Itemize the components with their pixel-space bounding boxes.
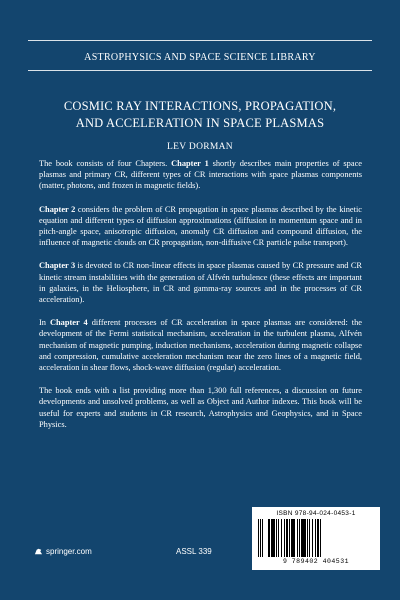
blurb [39,158,362,442]
book-title [30,98,370,132]
barcode-number: 9 789402 404531 [282,558,349,565]
publisher-link[interactable] [34,547,92,556]
barcode-stripe [321,519,322,557]
publisher-url: springer.com [46,547,92,556]
author-name: LEV DORMAN [167,142,233,152]
p1-chapter: Chapter 1 [171,159,209,168]
isbn-label: ISBN 978-94-024-0453-1 [276,510,356,517]
p2-text: considers the problem of CR propagation in space plasmas described by the kinetic equation and different types of diffusion approximations (diffusion in momentum space and in pitch-angle space, anisotropic diffusion, anomaly CR diffusion and compound diffusion, the influence of magnetic clouds on CR propagation, non-diffusive CR particle pulse transport). [39,204,362,248]
paragraph-3 [39,260,362,305]
p4-chapter: Chapter 4 [49,318,88,328]
p1-text: The book consists of four Chapters. [39,159,172,168]
p4-text: In [39,318,50,328]
paragraph-1 [39,158,362,192]
barcode-box [252,507,380,570]
p3-text: is devoted to CR non-linear effects in space plasmas caused by CR pressure and CR kinetic stream instabilities with the generation of Alfvén turbulence (these effects are important in galaxies, in the Heliosphere, in CR and gamma-ray sources and in the processes of CR acceleration). [39,261,362,305]
paragraph-4 [39,317,362,373]
p1-text-2: shortly describes main properties of space plasmas and primary CR, different types of CR interactions with space plasmas components (matter, photons, and frozen in magnetic fields). [39,159,363,191]
barcode-bars [258,519,374,557]
springer-horse-icon [34,547,43,556]
top-rule [28,40,372,41]
p4-text-2: different processes of CR acceleration in space plasmas are considered: the development of the Fermi statistical mechanism, acceleration in the turbulent plasma, Alfvén mechanism of magnetic pumping, induction mechanisms, acceleration during magnetic collapse and compression, cumulative acceleration mechanism near the zero lines of a magnetic field, acceleration in shear flows, shock-wave diffusion (regular) acceleration. [39,318,362,373]
paragraph-5: The book ends with a list providing more than 1,300 full references, a discussion on future developments and unsolved problems, as well as Object and Author indexes. This book will be useful for experts and students in CR research, Astrophysics and Geophysics, and in Space Physics. [39,386,362,429]
title-line-1: COSMIC RAY INTERACTIONS, PROPAGATION, [63,99,337,113]
series-name: ASTROPHYSICS AND SPACE SCIENCE LIBRARY [84,52,316,63]
p2-chapter: Chapter 2 [39,204,76,214]
series-rule [28,70,372,71]
series-number: ASSL 339 [176,547,212,556]
p3-chapter: Chapter 3 [39,261,76,271]
title-line-2: AND ACCELERATION IN SPACE PLASMAS [75,116,325,130]
paragraph-2 [39,204,362,249]
